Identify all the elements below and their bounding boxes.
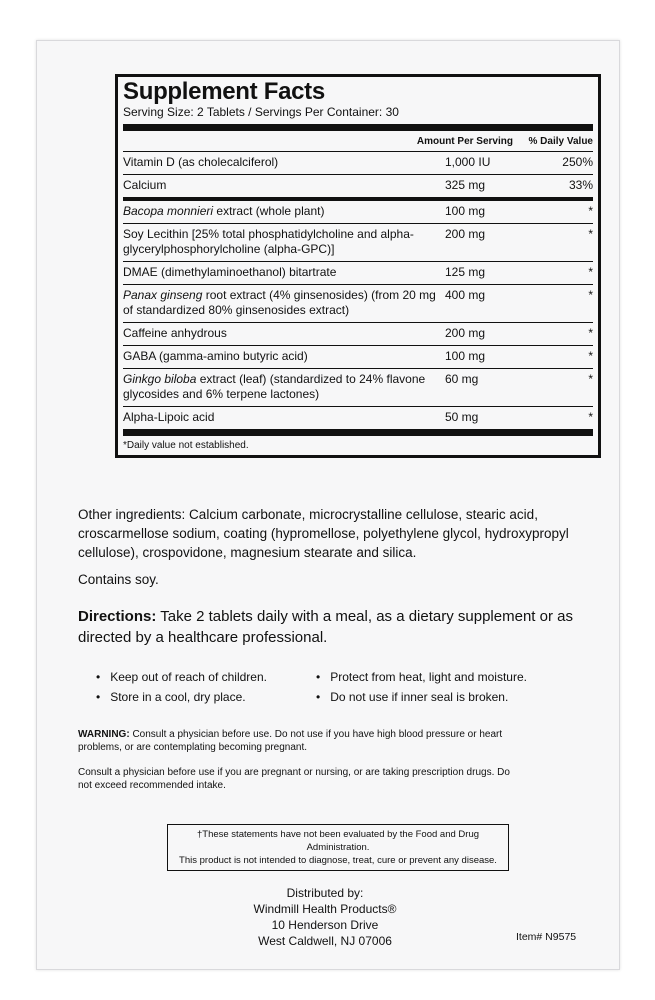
item-number: Item# N9575 [516,931,577,943]
facts-column-header [123,131,593,151]
nutrient-row: Calcium 325 mg 33% [123,178,593,192]
bullet-item: • Do not use if inner seal is broken. [316,690,536,704]
ingredient-row: DMAE (dimethylaminoethanol) bitartrate 125 mg * [123,265,593,279]
nutrient-row: Vitamin D (as cholecalciferol) 1,000 IU 250% [123,155,593,169]
contains-allergen: Contains soy. [78,572,159,587]
directions-text: Take 2 tablets daily with a meal, as a dietary supplement or as directed by a healthcare professional. [78,608,573,646]
ingredient-row: Bacopa monnieri extract (whole plant) 100 mg * [123,204,593,218]
col-dv-header: % Daily Value [528,135,593,147]
ingredient-row: Caffeine anhydrous 200 mg * [123,326,593,340]
bullet-item: • Store in a cool, dry place. [96,690,316,704]
directions-label: Directions: [78,608,157,625]
warning-text-2: Consult a physician before use if you are pregnant or nursing, or are taking prescription drugs. Do not exceed recommended intake. [78,767,510,791]
bullet-item: • Protect from heat, light and moisture. [316,670,536,684]
fda-disclaimer: †These statements have not been evaluated by the Food and Drug Administration. This product is not intended to diagnose, treat, cure or prevent any disease. [167,824,509,871]
other-ingredients: Other ingredients: Calcium carbonate, microcrystalline cellulose, stearic acid, croscarmellose sodium, coating (hypromellose, polyethylene glycol, hydroxypropyl cellulose), crospovidone, magnesium stearate and silica. [78,507,569,560]
directions [78,606,578,648]
warning-text: WARNING: Consult a physician before use. Do not use if you have high blood pressure or heart problems, or are contemplating becoming pregnant. [78,729,503,753]
supplement-facts-panel [115,74,601,458]
ingredient-row: Panax ginseng root extract (4% ginsenosides) (from 20 mg of standardized 80% ginsenosides extract) 400 mg * [123,288,593,317]
ingredient-row: GABA (gamma-amino butyric acid) 100 mg * [123,349,593,363]
ingredient-row: Ginkgo biloba extract (leaf) (standardized to 24% flavone glycosides and 6% terpene lactones) 60 mg * [123,372,593,401]
warning-label: WARNING: [78,729,130,740]
caution-bullets [96,670,536,704]
ingredient-row: Alpha-Lipoic acid 50 mg * [123,410,593,424]
facts-title: Supplement Facts [123,78,325,105]
serving-info: Serving Size: 2 Tablets / Servings Per Container: 30 [123,105,399,119]
distributor-info: Distributed by: Windmill Health Products® 10 Henderson Drive West Caldwell, NJ 07006 [253,886,397,948]
facts-footnote: *Daily value not established. [123,440,249,451]
col-amount-header: Amount Per Serving [416,135,513,147]
bullet-item: • Keep out of reach of children. [96,670,316,684]
ingredient-row: Soy Lecithin [25% total phosphatidylcholine and alpha-glycerylphosphorylcholine (alpha-GPC)] 200 mg * [123,227,593,256]
